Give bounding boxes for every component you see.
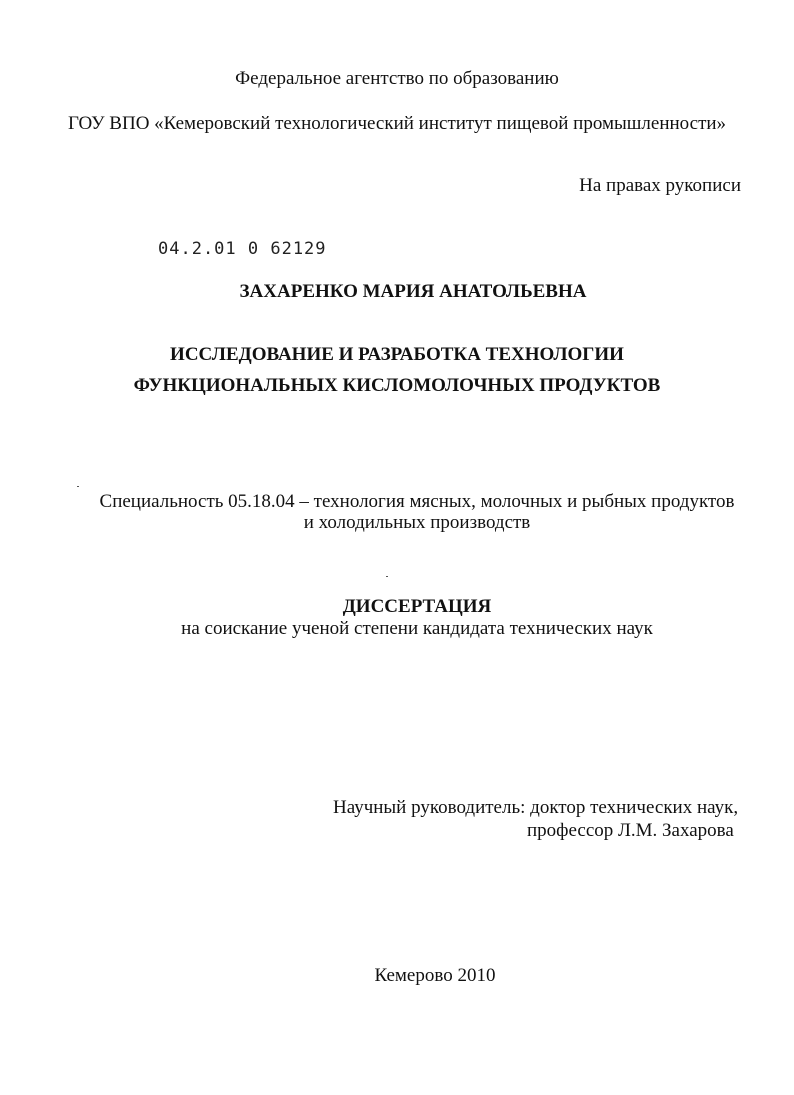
dissertation-title-line-1: ИССЛЕДОВАНИЕ И РАЗРАБОТКА ТЕХНОЛОГИИ — [170, 344, 624, 365]
supervisor-line-1: Научный руководитель: доктор технических наук, — [333, 797, 739, 818]
specialty-line-2: и холодильных производств — [303, 512, 531, 533]
city-year: Кемерово 2010 — [374, 965, 496, 986]
rights-note: На правах рукописи — [579, 175, 741, 196]
scan-speck — [386, 576, 388, 577]
author-name: ЗАХАРЕНКО МАРИЯ АНАТОЛЬЕВНА — [239, 281, 587, 302]
dissertation-title-line-2: ФУНКЦИОНАЛЬНЫХ КИСЛОМОЛОЧНЫХ ПРОДУКТОВ — [133, 375, 661, 396]
institution-name: ГОУ ВПО «Кемеровский технологический институт пищевой промышленности» — [67, 113, 727, 134]
agency-name: Федеральное агентство по образованию — [235, 68, 559, 89]
registration-stamp: 04.2.01 0 62129 — [158, 239, 327, 259]
supervisor-line-2: профессор Л.М. Захарова — [527, 820, 734, 841]
document-type-label: ДИССЕРТАЦИЯ — [342, 596, 492, 617]
specialty-line-1: Специальность 05.18.04 – технология мясных, молочных и рыбных продуктов — [99, 491, 735, 512]
degree-purpose: на соискание ученой степени кандидата технических наук — [181, 618, 653, 639]
scan-speck — [77, 486, 79, 487]
